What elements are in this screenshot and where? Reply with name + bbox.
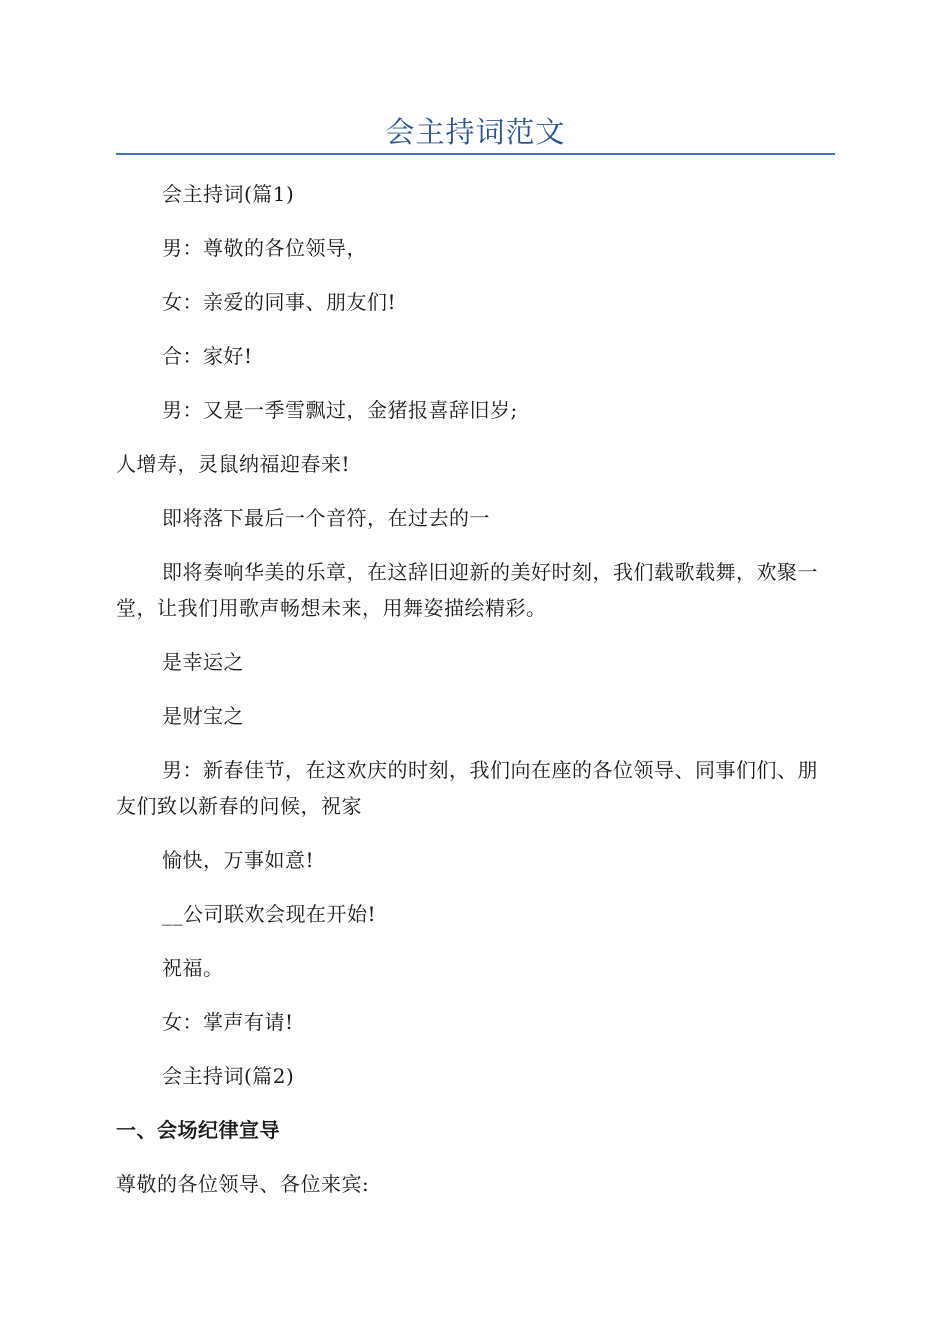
paragraph: 会主持词(篇2) [162,1064,295,1088]
document-title: 会主持词范文 [385,115,566,149]
paragraph: 祝福。 [162,956,224,980]
paragraph: 即将奏响华美的乐章，在这辞旧迎新的美好时刻，我们载歌载舞，欢聚一堂，让我们用歌声畅想未来，用舞姿描绘精彩。 [116,560,818,620]
paragraph: __公司联欢会现在开始! [162,902,377,926]
paragraph: 是幸运之 [162,650,244,674]
paragraph: 会主持词(篇1) [162,182,295,206]
paragraph: 合：家好! [162,344,253,368]
paragraph: 是财宝之 [162,704,244,728]
title-underline [116,153,835,155]
paragraph: 尊敬的各位领导、各位来宾: [116,1172,370,1196]
section-heading: 一、会场纪律宣导 [116,1118,280,1142]
document-body [116,176,835,1220]
paragraph: 男：尊敬的各位领导， [162,236,367,260]
paragraph: 女：掌声有请! [162,1010,294,1034]
paragraph: 女：亲爱的同事、朋友们! [162,290,397,314]
paragraph: 男：新春佳节，在这欢庆的时刻，我们向在座的各位领导、同事们们、朋友们致以新春的问候，祝家 [116,758,818,818]
paragraph: 愉快，万事如意! [162,848,315,872]
paragraph: 即将落下最后一个音符，在过去的一 [162,506,490,530]
paragraph: 男：又是一季雪飘过，金猪报喜辞旧岁; [162,398,518,422]
paragraph: 人增寿，灵鼠纳福迎春来! [116,452,351,476]
